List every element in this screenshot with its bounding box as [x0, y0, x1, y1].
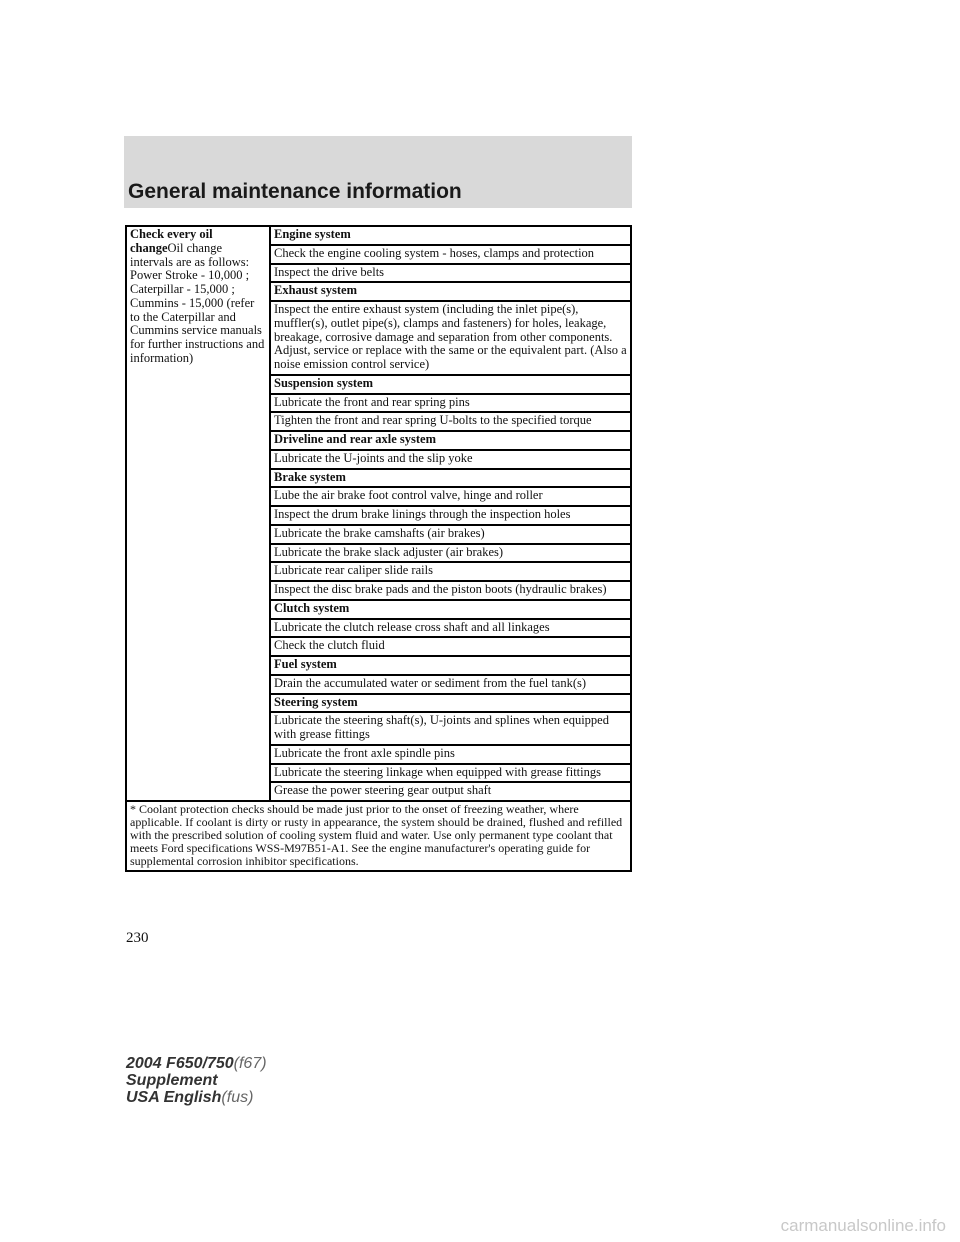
system-heading: Engine system — [270, 226, 631, 245]
footer-model-code: (f67) — [233, 1055, 267, 1072]
schedule-item: Lubricate the steering shaft(s), U-joints and splines when equipped with grease fittings — [270, 712, 631, 745]
watermark: carmanualsonline.info — [780, 1216, 946, 1235]
system-heading: Steering system — [270, 694, 631, 713]
maintenance-schedule-table — [125, 225, 632, 872]
footer-language: USA English — [126, 1088, 222, 1106]
system-heading: Suspension system — [270, 375, 631, 394]
footer-language-code: (fus) — [221, 1088, 254, 1106]
document-footer — [126, 1056, 267, 1106]
footer-supplement: Supplement — [126, 1071, 218, 1089]
schedule-item: Grease the power steering gear output shaft — [270, 782, 631, 801]
table-row — [126, 226, 631, 245]
schedule-item: Inspect the drive belts — [270, 264, 631, 283]
schedule-item: Inspect the drum brake linings through the inspection holes — [270, 506, 631, 525]
schedule-item: Lubricate the clutch release cross shaft and all linkages — [270, 619, 631, 638]
page-number: 230 — [126, 930, 149, 946]
footnote-row — [126, 801, 631, 871]
schedule-item: Inspect the entire exhaust system (including the inlet pipe(s), muffler(s), outlet pipe(s), clamps and fasteners) for holes, leakage, breakage, corrosive damage and separation from other components. Adjust, service or replace with the same or the equivalent part. (Also a noise emission control service) — [270, 301, 631, 375]
schedule-item: Check the clutch fluid — [270, 637, 631, 656]
schedule-item: Check the engine cooling system - hoses, clamps and protection — [270, 245, 631, 264]
schedule-item: Lubricate rear caliper slide rails — [270, 562, 631, 581]
schedule-item: Drain the accumulated water or sediment from the fuel tank(s) — [270, 675, 631, 694]
schedule-item: Lube the air brake foot control valve, hinge and roller — [270, 487, 631, 506]
footer-model: 2004 F650/750 — [126, 1055, 234, 1072]
schedule-item: Lubricate the brake slack adjuster (air brakes) — [270, 544, 631, 563]
schedule-item: Lubricate the U-joints and the slip yoke — [270, 450, 631, 469]
schedule-item: Inspect the disc brake pads and the piston boots (hydraulic brakes) — [270, 581, 631, 600]
schedule-body — [126, 226, 631, 871]
schedule-item: Lubricate the brake camshafts (air brakes) — [270, 525, 631, 544]
coolant-footnote: * Coolant protection checks should be made just prior to the onset of freezing weather, where applicable. If coolant is dirty or rusty in appearance, the system should be drained, flushed and refilled with the prescribed solution of cooling system fluid and water. Use only permanent type coolant that meets Ford specifications WSS-M97B51-A1. See the engine manufacturer's operating guide for supplemental corrosion inhibitor specifications. — [126, 801, 631, 871]
section-header — [124, 136, 632, 208]
schedule-item: Lubricate the front axle spindle pins — [270, 745, 631, 764]
system-heading: Exhaust system — [270, 282, 631, 301]
system-heading: Driveline and rear axle system — [270, 431, 631, 450]
interval-cell — [126, 226, 270, 801]
system-heading: Fuel system — [270, 656, 631, 675]
interval-heading: Check every oil change — [130, 227, 213, 255]
schedule-item: Lubricate the front and rear spring pins — [270, 394, 631, 413]
schedule-item: Tighten the front and rear spring U-bolts to the specified torque — [270, 412, 631, 431]
system-heading: Brake system — [270, 469, 631, 488]
system-heading: Clutch system — [270, 600, 631, 619]
section-title: General maintenance information — [128, 180, 462, 203]
schedule-item: Lubricate the steering linkage when equipped with grease fittings — [270, 764, 631, 783]
interval-description: Oil change intervals are as follows: Power Stroke - 10,000 ; Caterpillar - 15,000 ; Cummins - 15,000 (refer to the Caterpillar and Cummins service manuals for further instructions and information) — [130, 240, 265, 365]
